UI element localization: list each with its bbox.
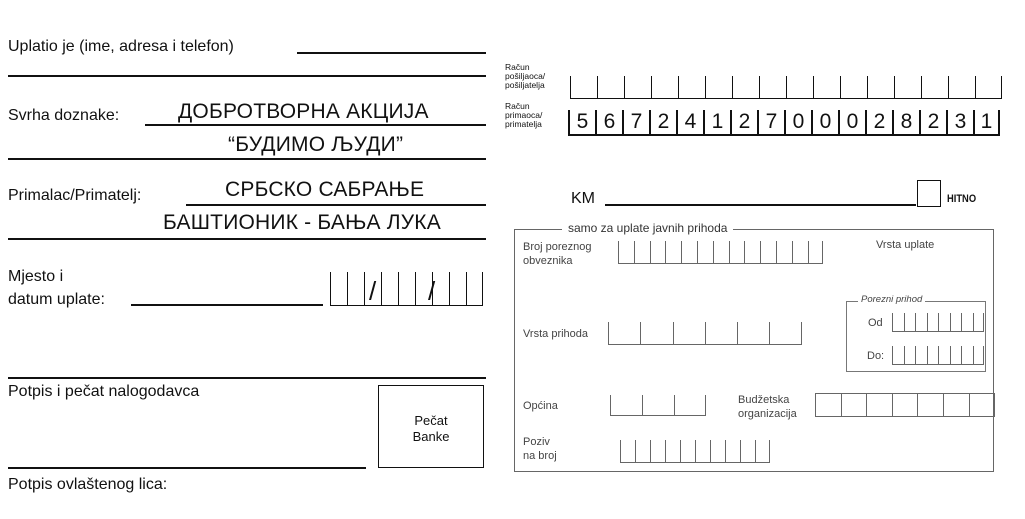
od-label: Od — [868, 317, 883, 329]
svrha-line-2[interactable] — [8, 158, 486, 160]
sender-account-boxes[interactable] — [570, 76, 1002, 99]
account-digit: 0 — [838, 110, 865, 136]
potpis-lica-label: Potpis ovlaštenog lica: — [8, 476, 168, 493]
do-boxes[interactable] — [892, 346, 984, 365]
od-boxes[interactable] — [892, 313, 984, 332]
potpis-nalogodavca-line[interactable] — [8, 467, 366, 469]
separator-line — [8, 377, 486, 379]
mjesto-label-1: Mjesto i — [8, 268, 64, 285]
mjesto-label-2: datum uplate: — [8, 291, 105, 308]
account-digit: 8 — [892, 110, 919, 136]
primalac-line-2[interactable] — [8, 238, 486, 240]
hitno-label: HITNO — [947, 193, 977, 205]
public-revenue-title: samo za uplate javnih prihoda — [562, 221, 733, 235]
account-digit: 3 — [946, 110, 973, 136]
opcina-label: Općina — [523, 400, 558, 412]
primalac-line[interactable] — [186, 204, 486, 206]
poziv-label: Poziv na broj — [523, 436, 557, 462]
account-digit: 2 — [865, 110, 892, 136]
mjesto-line[interactable] — [131, 304, 323, 306]
recipient-account-boxes[interactable] — [568, 110, 1000, 136]
vrsta-uplate-label: Vrsta uplate — [876, 239, 935, 251]
svrha-line[interactable] — [145, 124, 486, 126]
uplatio-line[interactable] — [297, 52, 486, 54]
racun-primaoca-label: Račun primaoca/ primatelja — [505, 101, 543, 129]
uplatio-line-2[interactable] — [8, 75, 486, 77]
banke-label: Banke — [412, 429, 450, 444]
broj-poreznog-label: Broj poreznog obveznika — [523, 241, 592, 267]
primalac-label: Primalac/Primatelj: — [8, 187, 142, 204]
svrha-label: Svrha doznake: — [8, 107, 120, 124]
date-boxes[interactable] — [330, 272, 483, 306]
budget-org-boxes[interactable] — [815, 393, 995, 417]
date-slash-1: / — [369, 276, 377, 306]
account-digit: 2 — [730, 110, 757, 136]
account-digit: 4 — [676, 110, 703, 136]
account-digit: 2 — [649, 110, 676, 136]
do-label: Do: — [867, 350, 885, 362]
account-digit: 0 — [784, 110, 811, 136]
budzetska-label: Budžetska organizacija — [738, 394, 797, 420]
bank-stamp-box — [378, 385, 484, 468]
tax-number-boxes[interactable] — [618, 241, 823, 264]
account-digit: 1 — [703, 110, 730, 136]
primalac-value-line1: СРБСКО САБРАЊЕ — [225, 178, 425, 201]
km-label: KM — [571, 190, 595, 207]
account-digit: 7 — [622, 110, 649, 136]
potpis-nalogodavca-label: Potpis i pečat nalogodavca — [8, 383, 200, 400]
hitno-checkbox[interactable] — [917, 180, 941, 207]
municipality-boxes[interactable] — [610, 395, 706, 416]
revenue-type-boxes[interactable] — [608, 322, 802, 345]
account-digit: 6 — [595, 110, 622, 136]
account-digit: 2 — [919, 110, 946, 136]
account-digit: 5 — [568, 110, 595, 136]
account-digit: 7 — [757, 110, 784, 136]
reference-boxes[interactable] — [620, 440, 770, 463]
uplatio-label: Uplatio je (ime, adresa i telefon) — [8, 38, 234, 55]
vrsta-prihoda-label: Vrsta prihoda — [523, 328, 589, 340]
account-digit: 1 — [973, 110, 1000, 136]
pecat-label: Pečat — [414, 413, 448, 428]
porezni-prihod-title: Porezni prihod — [858, 294, 925, 305]
account-digit: 0 — [811, 110, 838, 136]
km-amount-line[interactable] — [605, 204, 916, 206]
svrha-value-line2: “БУДИМО ЉУДИ” — [228, 133, 404, 156]
racun-posiljaoca-label: Račun pošiljaoca/ pošiljatelja — [505, 62, 546, 90]
date-slash-2: / — [428, 276, 436, 306]
primalac-value-line2: БАШТИОНИК - БАЊА ЛУКА — [163, 211, 441, 234]
svrha-value-line1: ДОБРОТВОРНА АКЦИЈА — [178, 100, 429, 123]
